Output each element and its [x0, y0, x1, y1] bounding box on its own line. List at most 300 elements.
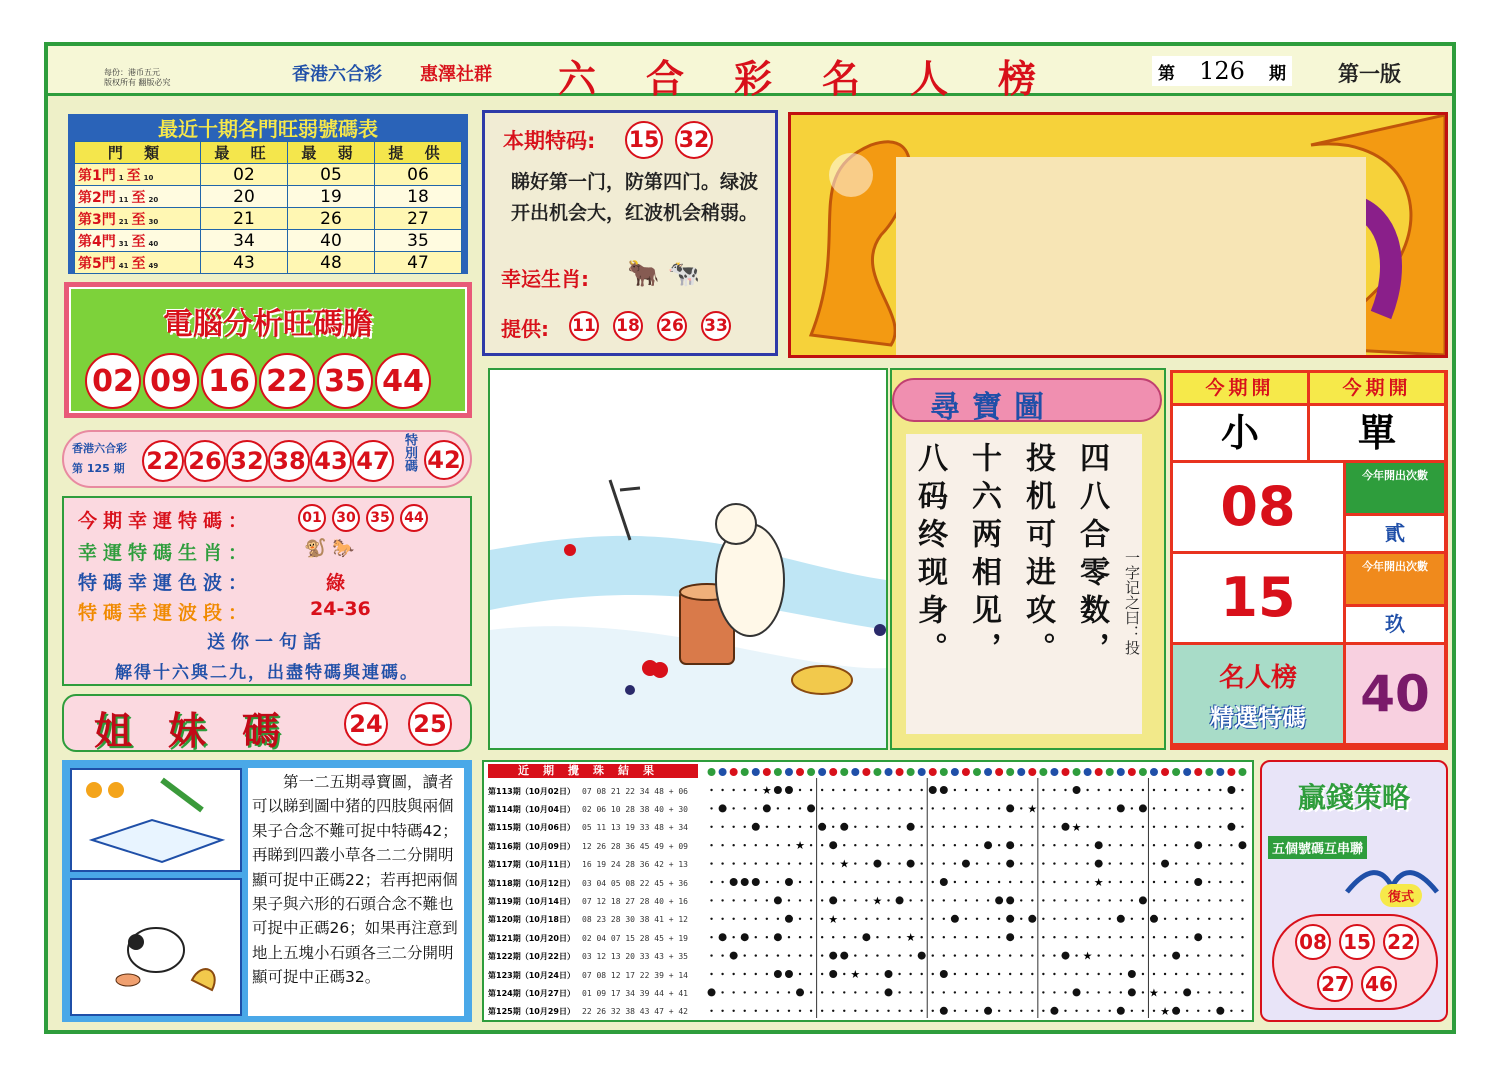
grid-dot	[1175, 936, 1177, 938]
grid-dot	[920, 918, 922, 920]
grid-dot	[1164, 826, 1166, 828]
grid-dot	[1075, 807, 1077, 809]
grid-dot	[721, 973, 723, 975]
grid-dot	[1031, 881, 1033, 883]
header-ball	[818, 768, 826, 776]
special-box-label: 本期特码:	[503, 129, 596, 153]
grid-dot	[1230, 936, 1232, 938]
grid-dot	[1020, 918, 1022, 920]
bear-illustration	[490, 370, 886, 748]
grid-dot	[998, 807, 1000, 809]
stat-count-label-2: 今年開出次數	[1346, 554, 1444, 604]
lucky-band-label: 特碼幸運波段：	[78, 602, 254, 624]
grid-dot	[832, 789, 834, 791]
draw-issue: 第123期（10月24日）	[488, 970, 575, 980]
header-ball	[885, 768, 893, 776]
issue-suffix: 期	[1269, 63, 1286, 84]
grid-dot	[1175, 991, 1177, 993]
six-shaped-stone	[192, 969, 215, 990]
grid-dot	[710, 807, 712, 809]
drawn-ball	[1006, 860, 1014, 868]
drawn-ball	[1006, 896, 1014, 904]
drawn-ball	[995, 896, 1003, 904]
strategy-number-ball: 27	[1317, 966, 1353, 1002]
grid-dot	[1208, 899, 1210, 901]
last-draw-number-ball: 43	[310, 440, 352, 482]
grid-dot	[799, 936, 801, 938]
drawn-ball	[1150, 915, 1158, 923]
grid-dot	[965, 807, 967, 809]
grid-dot	[1009, 789, 1011, 791]
grid-dot	[1020, 936, 1022, 938]
treasure-drawing	[488, 368, 888, 750]
cow-icon: 🐄	[667, 259, 701, 289]
grid-dot	[954, 991, 956, 993]
grid-dot	[887, 844, 889, 846]
grid-dot	[744, 789, 746, 791]
grid-dot	[1153, 881, 1155, 883]
grid-dot	[799, 826, 801, 828]
grid-dot	[710, 899, 712, 901]
grid-dot	[1031, 991, 1033, 993]
grid-dot	[766, 862, 768, 864]
grid-dot	[909, 954, 911, 956]
grid-dot	[1042, 936, 1044, 938]
grid-dot	[1131, 881, 1133, 883]
grid-dot	[1164, 973, 1166, 975]
list-item	[488, 837, 698, 855]
drawn-ball	[1128, 970, 1136, 978]
grid-dot	[865, 973, 867, 975]
grid-dot	[998, 789, 1000, 791]
grid-dot	[1031, 844, 1033, 846]
grid-dot	[721, 1010, 723, 1012]
grid-dot	[810, 899, 812, 901]
grid-dot	[1230, 899, 1232, 901]
grid-dot	[954, 899, 956, 901]
drawn-ball	[829, 896, 837, 904]
grid-dot	[1142, 881, 1144, 883]
gate-name: 第5門	[78, 255, 116, 272]
size-result: 小	[1173, 406, 1307, 460]
grid-dot	[976, 807, 978, 809]
grid-dot	[766, 954, 768, 956]
grid-dot	[1075, 899, 1077, 901]
grid-dot	[788, 862, 790, 864]
blank-placard	[896, 157, 1366, 358]
grid-dot	[1219, 881, 1221, 883]
grid-dot	[1097, 807, 1099, 809]
grid-dot	[854, 844, 856, 846]
grid-dot	[744, 899, 746, 901]
grid-dot	[788, 1010, 790, 1012]
grid-dot	[1031, 936, 1033, 938]
drawn-ball	[1061, 952, 1069, 960]
grid-dot	[1042, 789, 1044, 791]
grid-dot	[744, 991, 746, 993]
drawn-ball	[1139, 804, 1147, 812]
grid-dot	[943, 807, 945, 809]
grid-dot	[1153, 844, 1155, 846]
stat-count-label-1: 今年開出次數	[1346, 463, 1444, 513]
gate-to-word: 至	[126, 167, 141, 184]
grid-dot	[998, 881, 1000, 883]
gate-name: 第2門	[78, 189, 116, 206]
grid-dot	[987, 881, 989, 883]
grid-dot	[810, 973, 812, 975]
grid-dot	[1131, 844, 1133, 846]
grid-dot	[1241, 936, 1243, 938]
special-star: ★	[1160, 1004, 1170, 1018]
grid-dot	[777, 954, 779, 956]
pick-cell: 18	[374, 186, 461, 208]
grid-dot	[898, 973, 900, 975]
special-star: ★	[1149, 986, 1159, 1000]
bare-branch	[610, 480, 640, 540]
grid-dot	[1131, 789, 1133, 791]
grid-dot	[976, 954, 978, 956]
grid-dot	[1064, 881, 1066, 883]
grid-dot	[766, 881, 768, 883]
drawn-ball	[840, 952, 848, 960]
special-star: ★	[1071, 820, 1082, 834]
grid-dot	[1109, 789, 1111, 791]
draw-numbers: 07 08 12 17 22 39 + 14	[582, 970, 688, 980]
header-ball	[940, 768, 948, 776]
grid-dot	[788, 826, 790, 828]
grid-dot	[987, 954, 989, 956]
grid-dot	[1086, 807, 1088, 809]
grid-dot	[932, 826, 934, 828]
grid-dot	[1186, 899, 1188, 901]
issue-prefix: 第	[1158, 63, 1175, 84]
grid-dot	[810, 789, 812, 791]
grid-dot	[909, 918, 911, 920]
grid-dot	[1241, 918, 1243, 920]
grid-dot	[876, 936, 878, 938]
grid-dot	[976, 826, 978, 828]
stat-number-1: 08	[1173, 463, 1343, 551]
grid-dot	[932, 954, 934, 956]
hot-cold-title: 最近十期各門旺弱號碼表	[158, 117, 378, 141]
col-gate: 門 類	[75, 142, 201, 164]
bear-head	[716, 504, 756, 544]
header-ball	[1061, 768, 1069, 776]
grid-dot	[777, 881, 779, 883]
grid-dot	[976, 899, 978, 901]
grid-dot	[1131, 862, 1133, 864]
grid-dot	[954, 973, 956, 975]
grid-dot	[1064, 1010, 1066, 1012]
strategy-type: 復式	[1380, 884, 1422, 907]
drawn-ball	[1172, 1007, 1180, 1015]
draw-issue: 第120期（10月18日）	[488, 915, 575, 925]
grid-dot	[1175, 918, 1177, 920]
grid-dot	[710, 826, 712, 828]
grid-dot	[755, 807, 757, 809]
treasure-scroll-panel	[890, 368, 1166, 750]
grid-dot	[1131, 918, 1133, 920]
basket	[116, 974, 140, 986]
grid-dot	[1219, 862, 1221, 864]
grid-dot	[1208, 954, 1210, 956]
grid-dot	[854, 936, 856, 938]
grid-dot	[865, 807, 867, 809]
draw-issue: 第125期（10月29日）	[488, 1007, 575, 1017]
grid-dot	[876, 954, 878, 956]
grid-dot	[1020, 991, 1022, 993]
grid-dot	[732, 1010, 734, 1012]
drawn-ball	[719, 804, 727, 812]
grid-dot	[732, 936, 734, 938]
header-ball	[741, 768, 749, 776]
table-row	[75, 252, 462, 274]
draw-issue: 第117期（10月11日）	[488, 860, 575, 870]
grid-dot	[1020, 807, 1022, 809]
special-star: ★	[761, 784, 772, 797]
computer-analysis-title: 電腦分析旺碼膽	[163, 307, 373, 342]
last-draw-number-ball: 47	[352, 440, 394, 482]
community-name: 惠澤社群	[420, 64, 492, 85]
strategy-subtitle: 五個號碼互串聯	[1268, 836, 1367, 859]
computer-number-ball: 16	[201, 353, 257, 409]
grid-dot	[1164, 807, 1166, 809]
grid-dot	[766, 991, 768, 993]
grid-dot	[1219, 826, 1221, 828]
grid-dot	[920, 973, 922, 975]
grid-dot	[965, 789, 967, 791]
hot-cell: 02	[201, 164, 288, 186]
grid-dot	[932, 936, 934, 938]
grid-dot	[965, 973, 967, 975]
grid-dot	[1009, 973, 1011, 975]
grid-dot	[1153, 807, 1155, 809]
grid-dot	[766, 826, 768, 828]
drawn-ball	[940, 786, 948, 794]
grid-dot	[755, 991, 757, 993]
grid-dot	[887, 954, 889, 956]
computer-analysis-inner	[69, 287, 467, 413]
provide-label: 提供:	[501, 317, 549, 341]
strategy-number-ball: 22	[1383, 924, 1419, 960]
draw-issue: 第121期（10月20日）	[488, 933, 575, 943]
grid-dot	[1142, 789, 1144, 791]
grid-dot	[1175, 862, 1177, 864]
hot-cell: 34	[201, 230, 288, 252]
grid-dot	[1208, 936, 1210, 938]
story-panel	[62, 760, 472, 1022]
drawn-ball	[1006, 804, 1014, 812]
grid-dot	[1109, 899, 1111, 901]
grid-dot	[721, 918, 723, 920]
gate-cell	[75, 230, 201, 252]
list-item	[488, 892, 698, 910]
open-book	[92, 820, 222, 862]
drawn-ball	[774, 933, 782, 941]
grid-dot	[1120, 844, 1122, 846]
draw-numbers: 07 12 18 27 28 40 + 16	[582, 897, 688, 907]
special-star: ★	[795, 839, 805, 853]
poem-column: 十六两相见，	[966, 442, 1001, 670]
grid-dot	[920, 826, 922, 828]
special-box-num-1: 15	[625, 121, 663, 159]
grid-dot	[1164, 954, 1166, 956]
grid-dot	[710, 918, 712, 920]
grid-dot	[1064, 807, 1066, 809]
drawn-ball	[862, 933, 870, 941]
grid-dot	[1219, 844, 1221, 846]
grid-dot	[1075, 973, 1077, 975]
drawn-ball	[840, 823, 848, 831]
grid-dot	[1120, 862, 1122, 864]
grid-dot	[1042, 918, 1044, 920]
grid-dot	[865, 954, 867, 956]
lucky-special-label: 今期幸運特碼：	[78, 510, 254, 532]
drawn-ball	[984, 841, 992, 849]
grid-dot	[1241, 881, 1243, 883]
grid-dot	[887, 918, 889, 920]
grid-dot	[876, 991, 878, 993]
drawn-ball	[1128, 988, 1136, 996]
draw-numbers: 02 06 10 28 38 40 + 30	[582, 805, 688, 815]
grid-dot	[1142, 936, 1144, 938]
grid-dot	[821, 844, 823, 846]
drawn-ball	[885, 970, 893, 978]
grid-dot	[732, 918, 734, 920]
grid-dot	[854, 862, 856, 864]
flower	[86, 782, 102, 798]
grid-dot	[721, 826, 723, 828]
hot-cold-table-panel	[68, 114, 468, 274]
grid-dot	[1153, 826, 1155, 828]
drawn-ball	[741, 933, 749, 941]
header-ball	[1106, 768, 1114, 776]
grid-dot	[965, 1010, 967, 1012]
grid-dot	[887, 789, 889, 791]
drawn-ball	[1006, 915, 1014, 923]
grid-dot	[1175, 881, 1177, 883]
header-ball	[1238, 768, 1246, 776]
grid-dot	[1009, 954, 1011, 956]
grid-dot	[755, 899, 757, 901]
dragon-banner	[788, 112, 1448, 358]
grid-dot	[1064, 899, 1066, 901]
zodiac-animals	[304, 538, 355, 559]
pick-cell: 06	[374, 164, 461, 186]
grid-dot	[932, 991, 934, 993]
cold-cell: 48	[287, 252, 374, 274]
grid-dot	[1241, 954, 1243, 956]
drawn-ball	[774, 786, 782, 794]
grid-dot	[810, 954, 812, 956]
draw-issue: 第114期（10月04日）	[488, 805, 575, 815]
gate-to: 40	[148, 239, 159, 248]
gate-from: 11	[118, 195, 129, 204]
grid-dot	[920, 844, 922, 846]
poem-column: 四八合零数，	[1074, 442, 1109, 670]
grid-dot	[1086, 991, 1088, 993]
special-number: 42	[424, 440, 464, 480]
hot-cell: 43	[201, 252, 288, 274]
grid-dot	[1109, 991, 1111, 993]
grid-dot	[1230, 862, 1232, 864]
grid-dot	[1197, 807, 1199, 809]
grid-dot	[1075, 881, 1077, 883]
drawn-ball	[962, 860, 970, 868]
draw-issue: 第118期（10月12日）	[488, 878, 575, 888]
grid-dot	[721, 862, 723, 864]
grid-dot	[1208, 991, 1210, 993]
grid-dot	[1208, 844, 1210, 846]
drawn-ball	[1061, 823, 1069, 831]
lucky-band-value: 24-36	[310, 598, 371, 620]
grid-dot	[1241, 991, 1243, 993]
drawn-ball	[940, 878, 948, 886]
grid-dot	[943, 899, 945, 901]
grid-dot	[1120, 789, 1122, 791]
grid-dot	[832, 881, 834, 883]
grid-dot	[1208, 1010, 1210, 1012]
grid-dot	[1241, 789, 1243, 791]
grid-dot	[998, 936, 1000, 938]
grid-dot	[1219, 936, 1221, 938]
gate-name: 第3門	[78, 211, 116, 228]
grid-dot	[1097, 954, 1099, 956]
gate-to: 30	[148, 217, 159, 226]
special-star: ★	[1082, 949, 1093, 963]
grid-dot	[920, 881, 922, 883]
last-draw-numbers	[142, 440, 394, 482]
draw-numbers: 07 08 21 22 34 48 + 06	[582, 786, 688, 796]
grid-dot	[987, 899, 989, 901]
strategy-numbers	[1282, 924, 1432, 1002]
grid-dot	[1142, 973, 1144, 975]
gate-to: 10	[143, 173, 154, 182]
this-issue-header-1: 今期開	[1173, 373, 1307, 403]
special-star: ★	[1027, 802, 1038, 816]
grid-dot	[766, 973, 768, 975]
draw-numbers: 01 09 17 34 39 44 + 41	[582, 988, 688, 998]
last-draw-number-ball: 32	[226, 440, 268, 482]
grid-dot	[1164, 918, 1166, 920]
drawn-ball	[907, 860, 915, 868]
grid-dot	[909, 789, 911, 791]
grid-dot	[854, 991, 856, 993]
stat-count-2: 玖	[1346, 607, 1444, 642]
grid-dot	[1031, 862, 1033, 864]
grid-dot	[1120, 881, 1122, 883]
grid-dot	[1241, 973, 1243, 975]
grid-dot	[898, 844, 900, 846]
grid-dot	[1230, 1010, 1232, 1012]
drawn-ball	[1073, 786, 1081, 794]
header-ball	[929, 768, 937, 776]
recent-draws-list	[488, 782, 698, 1021]
book-illustration	[72, 770, 240, 870]
grid-dot	[1109, 1010, 1111, 1012]
trend-chart	[702, 764, 1252, 1018]
grid-dot	[1097, 789, 1099, 791]
last-draw-number-ball: 22	[142, 440, 184, 482]
grid-dot	[843, 844, 845, 846]
header-ball	[708, 768, 716, 776]
grid-dot	[755, 954, 757, 956]
grid-dot	[1086, 973, 1088, 975]
grid-dot	[832, 862, 834, 864]
grid-dot	[998, 973, 1000, 975]
grid-dot	[1075, 918, 1077, 920]
grid-dot	[1153, 862, 1155, 864]
